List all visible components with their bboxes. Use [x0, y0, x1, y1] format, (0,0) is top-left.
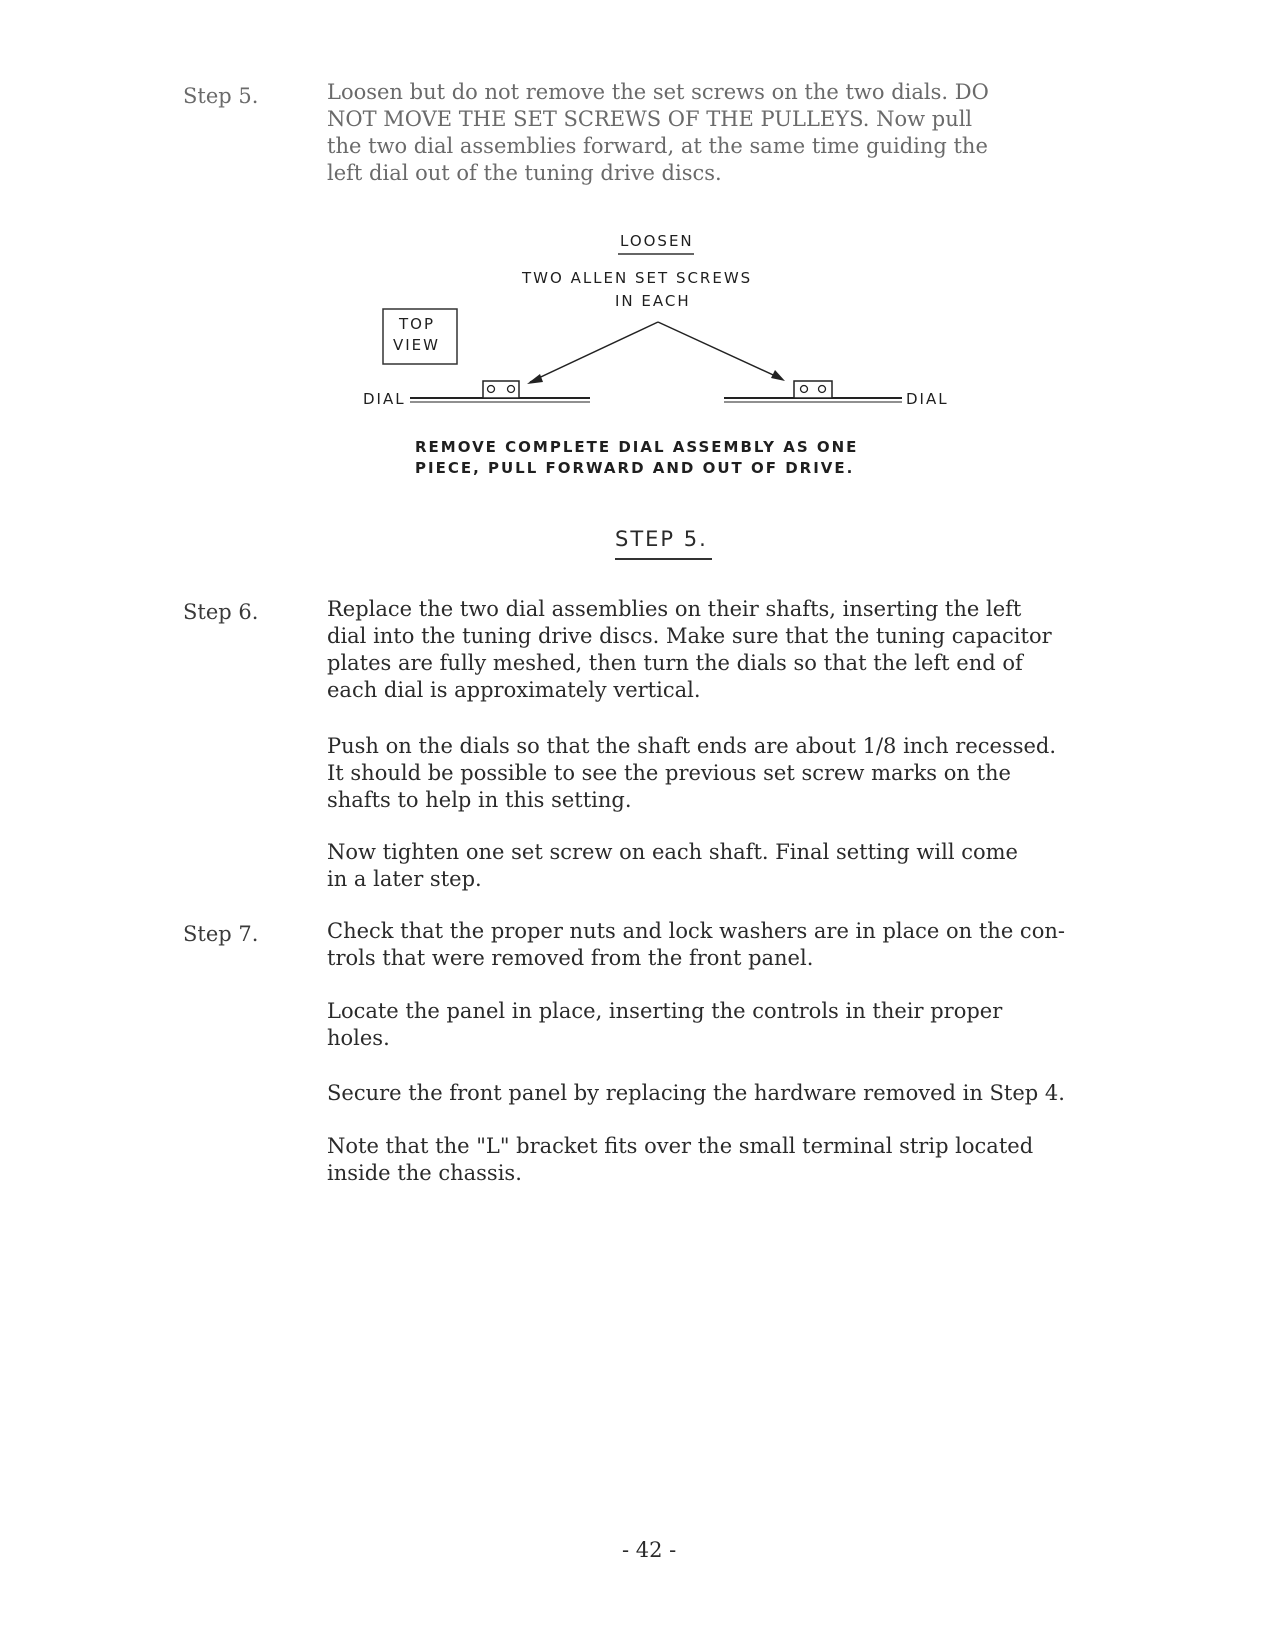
- step-7-paragraph-3: [327, 1080, 1147, 1107]
- text-line: left dial out of the tuning drive discs.: [327, 161, 722, 185]
- left-arrowhead: [527, 374, 543, 384]
- dial-right-label: DIAL: [906, 390, 949, 408]
- step-7-paragraph-4: [327, 1133, 1147, 1187]
- text-line: shafts to help in this setting.: [327, 788, 632, 812]
- text-line: Push on the dials so that the shaft ends are about 1/8 inch recessed.: [327, 734, 1057, 758]
- text-line: holes.: [327, 1026, 390, 1050]
- text-line: inside the chassis.: [327, 1161, 522, 1185]
- diagram-caption-2: PIECE, PULL FORWARD AND OUT OF DRIVE.: [415, 459, 855, 477]
- loosen-label: LOOSEN: [620, 232, 694, 250]
- step-7-paragraph-1: [327, 918, 1147, 972]
- step-5-label: Step 5.: [183, 84, 259, 108]
- text-line: Replace the two dial assemblies on their shafts, inserting the left: [327, 597, 1022, 621]
- right-arrowhead: [771, 370, 785, 381]
- text-line: Loosen but do not remove the set screws on the two dials. DO: [327, 80, 989, 104]
- set-screws-label-2: IN EACH: [615, 292, 691, 310]
- step-7-label: Step 7.: [183, 922, 259, 946]
- step-6-paragraph-2: [327, 733, 1147, 814]
- step-7-paragraph-2: [327, 998, 1147, 1052]
- text-line: dial into the tuning drive discs. Make sure that the tuning capacitor: [327, 624, 1052, 648]
- text-line: Note that the "L" bracket fits over the small terminal strip located: [327, 1134, 1034, 1158]
- text-line: Locate the panel in place, inserting the controls in their proper: [327, 999, 1003, 1023]
- left-dial-hub: [483, 381, 519, 398]
- set-screws-label: TWO ALLEN SET SCREWS: [522, 269, 753, 287]
- top-view-label: TOP: [399, 315, 436, 333]
- page-number: - 42 -: [622, 1538, 677, 1562]
- text-line: plates are fully meshed, then turn the dials so that the left end of: [327, 651, 1023, 675]
- right-arrow-line: [658, 322, 782, 379]
- text-line: each dial is approximately vertical.: [327, 678, 701, 702]
- diagram-caption: REMOVE COMPLETE DIAL ASSEMBLY AS ONE: [415, 438, 859, 456]
- text-line: the two dial assemblies forward, at the same time guiding the: [327, 134, 988, 158]
- text-line: It should be possible to see the previous set screw marks on the: [327, 761, 1011, 785]
- text-line: Now tighten one set screw on each shaft. Final setting will come: [327, 840, 1018, 864]
- text-line: Secure the front panel by replacing the hardware removed in Step 4.: [327, 1081, 1065, 1105]
- right-dial-hub: [794, 381, 832, 398]
- step-6-label: Step 6.: [183, 600, 259, 624]
- left-arrow-line: [530, 322, 658, 382]
- text-line: NOT MOVE THE SET SCREWS OF THE PULLEYS. Now pull: [327, 107, 973, 131]
- step-5-heading-underline: [615, 558, 712, 560]
- text-line: in a later step.: [327, 867, 482, 891]
- dial-left-label: DIAL: [363, 390, 406, 408]
- top-view-label-2: VIEW: [393, 336, 440, 354]
- step-6-paragraph-1: [327, 596, 1147, 704]
- step-5-heading: STEP 5.: [615, 527, 708, 551]
- step-6-paragraph-3: [327, 839, 1147, 893]
- text-line: Check that the proper nuts and lock washers are in place on the con-: [327, 919, 1065, 943]
- text-line: trols that were removed from the front panel.: [327, 946, 814, 970]
